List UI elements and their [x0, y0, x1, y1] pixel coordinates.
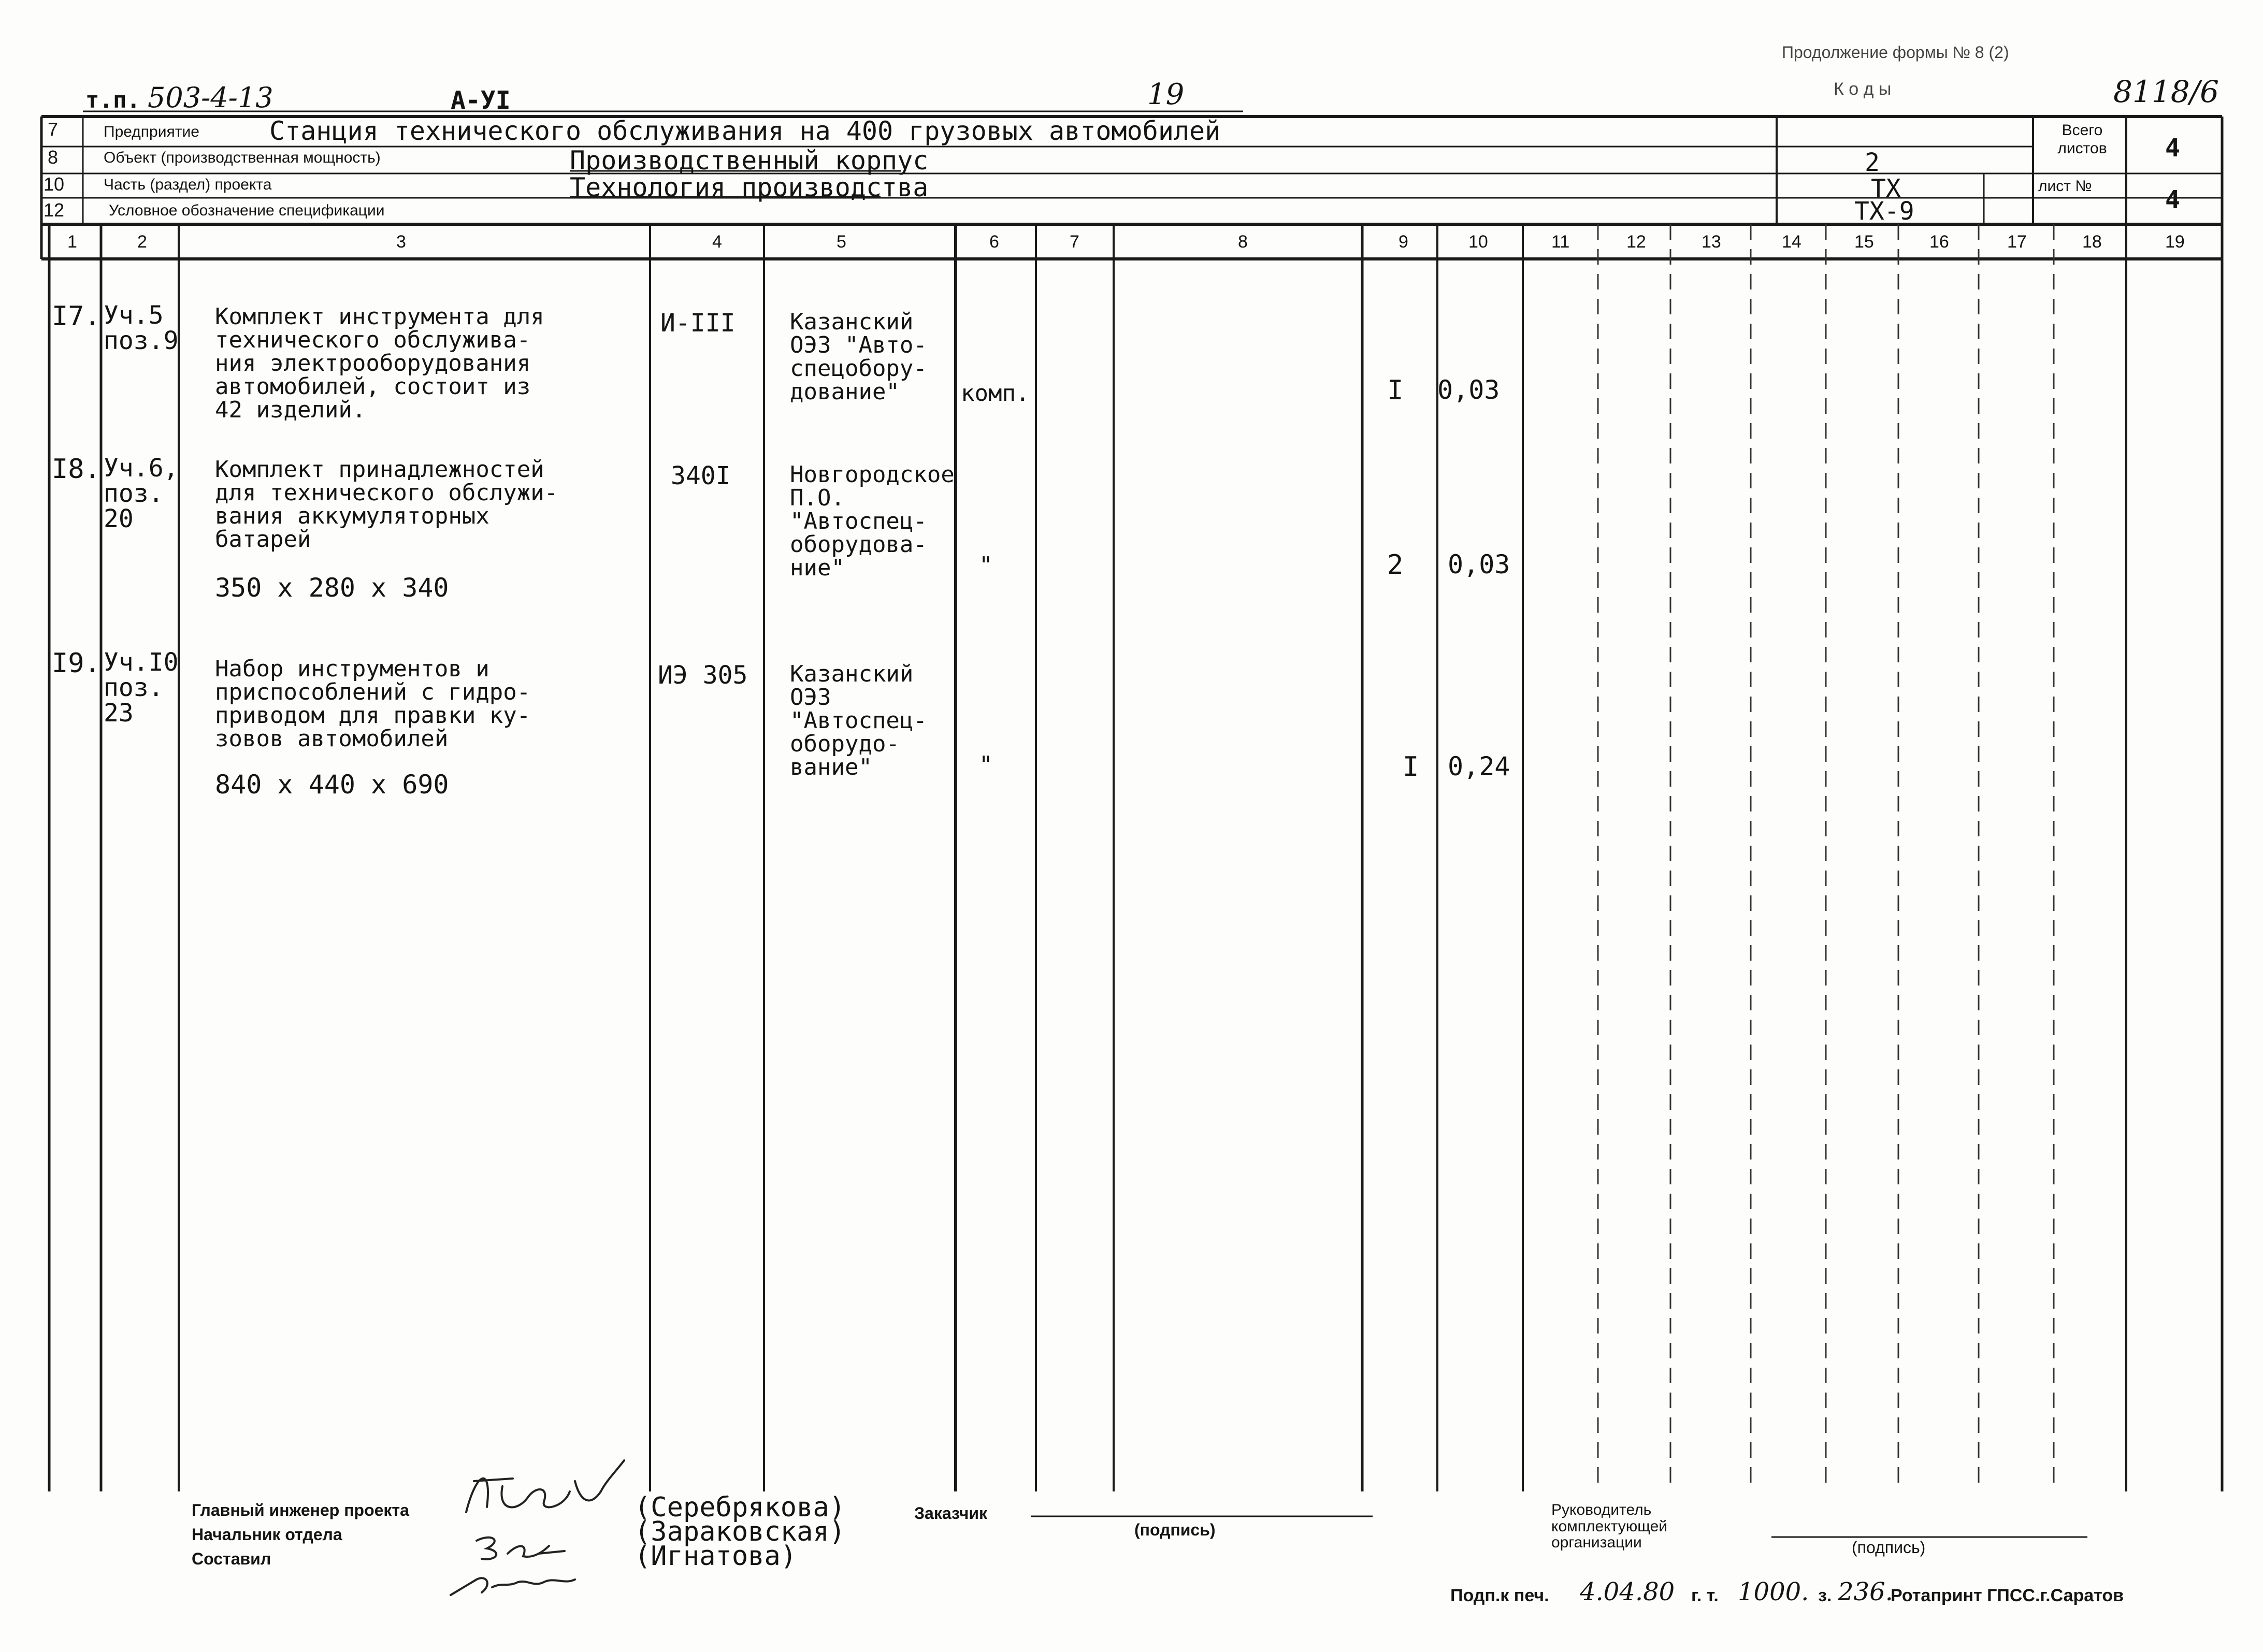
column-number: 4 [712, 232, 722, 252]
item-type: 340I [671, 461, 731, 490]
column-number: 11 [1551, 232, 1570, 252]
form-continuation-note: Продолжение формы № 8 (2) [1782, 43, 2009, 62]
column-number: 17 [2007, 232, 2027, 252]
item-name: Набор инструментов и приспособлений с гидро- приводом для правки ку- зовов автомобилей [215, 656, 531, 752]
item-dimensions: 350 х 280 х 340 [215, 573, 449, 603]
column-number: 13 [1702, 232, 1721, 252]
column-number: 6 [989, 232, 999, 252]
codes-label: К о д ы [1834, 79, 1892, 99]
column-number: 7 [1070, 232, 1079, 252]
album-label: А-УI [451, 86, 511, 115]
document-number: 8118/6 [2113, 74, 2219, 109]
part-value: Технология производства [570, 172, 929, 202]
name-compiler: (Игнатова) [635, 1541, 797, 1572]
header-row-num: 8 [48, 147, 59, 168]
column-number: 10 [1468, 232, 1488, 252]
header-row-label: Предприятие [104, 123, 199, 140]
imprint-prefix: Подп.к печ. [1450, 1586, 1549, 1605]
item-number: I9. [52, 648, 100, 679]
item-weight: 0,03 [1437, 375, 1500, 405]
item-dimensions: 840 х 440 х 690 [215, 770, 449, 800]
item-number: I7. [52, 301, 100, 332]
item-unit: " [979, 751, 993, 778]
item-manufacturer: Казанский ОЭЗ "Автоспец- оборудо- вание" [790, 661, 927, 780]
column-number: 14 [1782, 232, 1801, 252]
enterprise-value: Станция технического обслуживания на 400 грузовых автомобилей [269, 116, 1221, 146]
print-run: 1000. [1738, 1577, 1809, 1606]
column-number: 19 [2165, 232, 2185, 252]
item-type: ИЭ 305 [658, 661, 748, 690]
tp-number: 503-4-13 [148, 81, 273, 114]
column-number: 2 [137, 232, 147, 252]
printer-name: Ротапринт ГПСС.г.Саратов [1891, 1586, 2124, 1605]
total-sheets-label: Всего листов [2057, 122, 2107, 157]
order-number: 236. [1838, 1577, 1893, 1606]
object-value: Производственный корпус [570, 146, 929, 176]
spec-code: ТХ-9 [1854, 197, 1914, 226]
item-location: Уч.6, поз. 20 [104, 454, 179, 533]
column-number: 8 [1238, 232, 1248, 252]
page-number: 19 [1147, 78, 1185, 111]
total-sheets-value: 4 [2165, 134, 2180, 163]
role-chief-engineer: Главный инженер проекта [192, 1501, 409, 1519]
tp-label: т.п. [85, 87, 140, 113]
header-row-num: 12 [44, 199, 65, 221]
item-unit: " [979, 552, 993, 578]
item-quantity: I [1387, 375, 1404, 406]
column-number: 1 [67, 232, 77, 252]
object-code: 2 [1865, 148, 1880, 177]
item-type: И-III [660, 309, 736, 338]
role-compiler: Составил [192, 1549, 271, 1568]
column-number: 18 [2082, 232, 2102, 252]
item-location: Уч.I0 поз. 23 [104, 648, 179, 728]
item-location: Уч.5 поз.9 [104, 301, 179, 355]
name-chief-engineer: (Серебрякова) [635, 1492, 845, 1523]
handwritten-signatures [445, 1450, 653, 1600]
column-number: 5 [837, 232, 846, 252]
sheet-number-value: 4 [2165, 185, 2180, 214]
customer-signature-caption: (подпись) [1134, 1520, 1216, 1539]
item-manufacturer: Новгородское П.О. "Автоспец- оборудова- ние" [790, 461, 955, 581]
sheet-number-label: лист № [2038, 178, 2092, 195]
supplier-head-label: Руководитель комплектующей организации [1551, 1501, 1668, 1551]
header-row-label: Условное обозначение спецификации [109, 202, 385, 219]
imprint-date: 4.04.80 [1580, 1577, 1675, 1606]
item-weight: 0,03 [1448, 549, 1510, 579]
item-weight: 0,24 [1448, 751, 1510, 781]
column-number: 3 [396, 232, 406, 252]
customer-label: Заказчик [914, 1504, 987, 1523]
run-prefix: г. т. [1691, 1586, 1719, 1605]
column-number: 16 [1929, 232, 1949, 252]
header-row-label: Часть (раздел) проекта [104, 176, 272, 193]
item-name: Комплект инструмента для технического обслужива- ния электрооборудования автомобилей, состоит из 42 изделий. [215, 303, 544, 423]
header-row-label: Объект (производственная мощность) [104, 149, 381, 166]
item-unit: комп. [961, 380, 1030, 407]
column-number: 12 [1626, 232, 1646, 252]
item-name: Комплект принадлежностей для технического обслужи- вания аккумуляторных батарей [215, 456, 558, 553]
header-row-num: 7 [48, 119, 59, 140]
item-quantity: 2 [1387, 549, 1404, 581]
header-row-num: 10 [44, 173, 65, 195]
part-code: ТХ [1871, 174, 1901, 203]
item-manufacturer: Казанский ОЭЗ "Авто- спецобору- дование" [790, 309, 927, 405]
role-department-head: Начальник отдела [192, 1525, 342, 1544]
name-department-head: (Зараковская) [635, 1516, 845, 1547]
column-number: 15 [1854, 232, 1874, 252]
order-prefix: з. [1818, 1586, 1832, 1605]
supplier-signature-caption: (подпись) [1852, 1538, 1926, 1557]
column-number: 9 [1399, 232, 1408, 252]
item-quantity: I [1403, 751, 1419, 782]
item-number: I8. [52, 454, 100, 485]
